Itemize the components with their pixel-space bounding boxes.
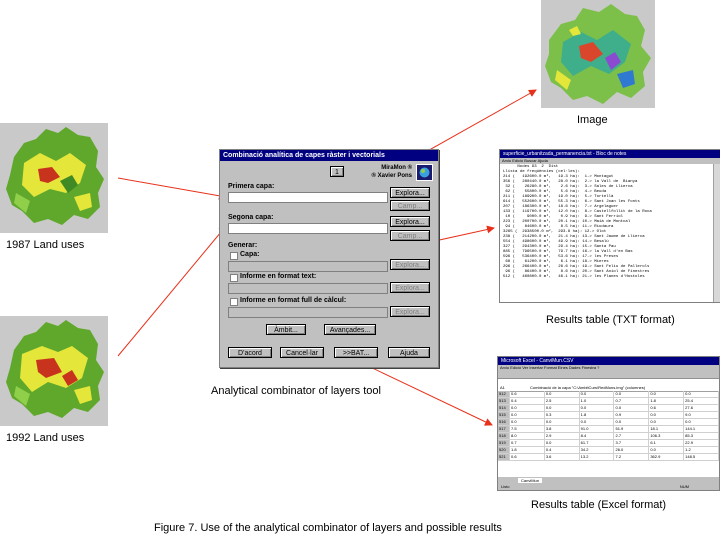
txt-line: 554 ( 498600.0 m², 49.9 ha): 14-> Besalú: [503, 240, 609, 244]
excel-cell[interactable]: 0.0: [510, 405, 545, 411]
excel-row[interactable]: [498, 412, 719, 419]
txt-lines: [503, 175, 717, 280]
second-layer-label: Segona capa:: [228, 214, 274, 221]
excel-cell[interactable]: 2.7: [614, 433, 649, 439]
bat-button[interactable]: >>BAT...: [334, 347, 378, 358]
txt-window-menu[interactable]: Arxiu Edició Buscar Ajuda: [500, 158, 720, 164]
cancel-button[interactable]: Cancel·lar: [280, 347, 324, 358]
arrow-1987-to-first-layer: [118, 178, 226, 197]
text-report-input[interactable]: [228, 283, 388, 294]
first-layer-input[interactable]: [228, 192, 388, 203]
excel-cell[interactable]: 0.0: [649, 391, 684, 397]
excel-cell[interactable]: 0.7: [614, 398, 649, 404]
excel-row[interactable]: [498, 454, 719, 461]
generate-label: Generar:: [228, 242, 258, 249]
excel-cell[interactable]: 144.1: [684, 426, 719, 432]
caption-1992: 1992 Land uses: [6, 432, 85, 444]
excel-cell[interactable]: 0.4: [510, 398, 545, 404]
excel-row[interactable]: [498, 398, 719, 405]
excel-cell[interactable]: 18.1: [649, 426, 684, 432]
advanced-button[interactable]: Avançades...: [324, 324, 376, 335]
txt-line: 10 ( 9000.0 m², 0.9 ha): 9-> Sant Ferriol: [503, 215, 624, 219]
excel-toolbar[interactable]: [498, 371, 719, 379]
first-explore-button[interactable]: Explora...: [390, 187, 430, 198]
second-explore-button[interactable]: Explora...: [390, 216, 430, 227]
txt-window-title: superficie_urbanitzada_permanencia.txt - Bloc de notes: [500, 150, 720, 158]
excel-row[interactable]: [498, 447, 719, 454]
caption-excel: Results table (Excel format): [531, 499, 667, 511]
info-button[interactable]: 1: [330, 166, 344, 177]
excel-row[interactable]: [498, 440, 719, 447]
credit-app: MiraMon ®: [381, 165, 412, 171]
excel-cell[interactable]: 0.0: [649, 447, 684, 453]
txt-line: 296 ( 266400.0 m², 26.6 ha): 19-> Sant Feliu de Pallerols: [503, 265, 650, 269]
excel-cell[interactable]: 3.7: [614, 440, 649, 446]
excel-row-header: 520: [498, 447, 510, 453]
miramon-logo-icon: [416, 164, 433, 181]
dialog-title: Combinació analítica de capes ràster i vectorials: [220, 150, 438, 161]
excel-cell[interactable]: 0.0: [545, 419, 580, 425]
excel-cell[interactable]: 1.8: [649, 398, 684, 404]
excel-formula: Combinació de la capa "C:\AmbitCurs\RedMuns.img" (columnes): [530, 385, 646, 390]
excel-row[interactable]: [498, 426, 719, 433]
txt-content: [500, 164, 720, 281]
excel-cell[interactable]: 148.5: [684, 454, 719, 460]
excel-row-header: 513: [498, 398, 510, 404]
excel-cell[interactable]: 2.5: [545, 398, 580, 404]
excel-cell[interactable]: 25.4: [684, 398, 719, 404]
excel-cell[interactable]: 3.6: [545, 454, 580, 460]
excel-row-header: 512: [498, 391, 510, 397]
second-field-button[interactable]: Camp...: [390, 230, 430, 241]
excel-cell[interactable]: 0.0: [614, 405, 649, 411]
excel-cell[interactable]: 1.8: [510, 447, 545, 453]
excel-row[interactable]: [498, 391, 719, 398]
txt-line: 238 ( 214200.0 m², 21.4 ha): 13-> Sant Jaume de Llierca: [503, 235, 645, 239]
excel-cell[interactable]: 0.0: [649, 412, 684, 418]
excel-cell[interactable]: 0.6: [510, 391, 545, 397]
excel-cell[interactable]: 0.0: [510, 419, 545, 425]
text-explore-button[interactable]: Explora...: [390, 282, 430, 293]
excel-row-header: 519: [498, 440, 510, 446]
excel-cell[interactable]: 0.3: [545, 412, 580, 418]
txt-results-window: [499, 149, 720, 303]
excel-cell[interactable]: 0.0: [580, 391, 615, 397]
excel-cell-ref: A1: [500, 385, 505, 390]
arrow-1992-to-second-layer: [118, 226, 226, 356]
excel-cell[interactable]: 85.3: [684, 433, 719, 439]
txt-line: 68 ( 61200.0 m², 6.1 ha): 18-> Mieres: [503, 260, 609, 264]
land-use-map-1992: [0, 316, 108, 426]
excel-cell[interactable]: 0.0: [545, 405, 580, 411]
layer-checkbox[interactable]: [230, 252, 238, 260]
excel-cell[interactable]: 0.0: [545, 391, 580, 397]
ok-button[interactable]: D'acord: [228, 347, 272, 358]
excel-cell[interactable]: 1.8: [580, 412, 615, 418]
txt-line: 614 ( 552600.0 m², 55.3 ha): 6-> Sant Joan les Fonts: [503, 200, 640, 204]
txt-line: 223 ( 200700.0 m², 20.1 ha): 10-> Maià de Montcal: [503, 220, 631, 224]
land-use-map-1987: [0, 123, 108, 233]
scope-button[interactable]: Àmbit...: [266, 324, 306, 335]
excel-cell[interactable]: 0.0: [510, 412, 545, 418]
excel-cell[interactable]: 9.0: [684, 412, 719, 418]
txt-line: 3265 ( 2938500.0 m², 293.8 ha): 12-> Olot: [503, 230, 607, 234]
excel-cell[interactable]: 51.9: [614, 426, 649, 432]
excel-cell[interactable]: 0.0: [649, 419, 684, 425]
excel-row-header: 517: [498, 426, 510, 432]
txt-line: 207 ( 186300.0 m², 18.6 ha): 7-> Argelaguer: [503, 205, 619, 209]
excel-cell[interactable]: 7.2: [614, 454, 649, 460]
txt-line: 133 ( 119700.0 m², 12.0 ha): 8-> Castellfollit de la Roca: [503, 210, 652, 214]
excel-cell[interactable]: 0.6: [510, 454, 545, 460]
text-report-label: Informe en format text:: [240, 273, 317, 280]
txt-line: 596 ( 536400.0 m², 53.6 ha): 17-> les Preses: [503, 255, 619, 259]
excel-row-header: 521: [498, 454, 510, 460]
excel-cell[interactable]: 8.4: [580, 433, 615, 439]
first-layer-label: Primera capa:: [228, 183, 275, 190]
txt-header: Nodes 93 2 Dist: [503, 165, 559, 169]
excel-row[interactable]: [498, 405, 719, 412]
excel-cell[interactable]: 362.9: [649, 454, 684, 460]
txt-line: 356 ( 280440.0 m², 28.0 ha): 2-> la Vall de Bianya: [503, 180, 638, 184]
excel-row-header: 514: [498, 405, 510, 411]
excel-cell[interactable]: 8.0: [510, 433, 545, 439]
caption-1987: 1987 Land uses: [6, 239, 85, 251]
excel-cell[interactable]: 2.9: [545, 433, 580, 439]
first-field-button[interactable]: Camp...: [390, 200, 430, 211]
txt-line: 214 ( 192600.0 m², 19.3 ha): 1-> Montagut: [503, 175, 614, 179]
status-left: Listo: [501, 484, 510, 489]
txt-subheader: Llista de freqüències (cel·les):: [503, 170, 580, 174]
second-layer-input[interactable]: [228, 223, 388, 234]
caption-tool: Analytical combinator of layers tool: [211, 385, 381, 397]
excel-grid[interactable]: [498, 391, 719, 477]
excel-cell[interactable]: 0.0: [684, 391, 719, 397]
txt-line: 32 ( 26280.0 m², 2.6 ha): 3-> Sales de Llierca: [503, 185, 633, 189]
caption-txt: Results table (TXT format): [546, 314, 675, 326]
excel-results-window: [497, 356, 720, 491]
excel-cell[interactable]: 6.1: [649, 440, 684, 446]
sheet-report-input[interactable]: [228, 307, 388, 318]
excel-cell[interactable]: 0.7: [510, 440, 545, 446]
status-right: NUM: [679, 484, 689, 489]
excel-row-header: 515: [498, 412, 510, 418]
excel-cell[interactable]: 0.0: [545, 440, 580, 446]
layer-option-label: Capa:: [240, 251, 260, 258]
excel-cell[interactable]: 0.0: [614, 419, 649, 425]
excel-cell[interactable]: 27.6: [684, 405, 719, 411]
txt-line: 885 ( 796500.0 m², 79.7 ha): 16-> la Vall d'en Bas: [503, 250, 633, 254]
excel-cell[interactable]: 61.7: [580, 440, 615, 446]
excel-row[interactable]: [498, 419, 719, 426]
excel-window-menu[interactable]: Arxiu Edició Ver Insertar Format Eines Dades Finestra ?: [498, 365, 719, 371]
sheet-report-checkbox[interactable]: [230, 298, 238, 306]
sheet-explore-button[interactable]: Explora...: [390, 306, 430, 317]
txt-line: 96 ( 86400.0 m², 8.6 ha): 20-> Sant Aniol de Finestres: [503, 270, 650, 274]
figure-caption: Figure 7. Use of the analytical combinator of layers and possible results: [154, 522, 502, 534]
layer-output-input[interactable]: [228, 261, 388, 272]
excel-cell[interactable]: 0.0: [580, 405, 615, 411]
excel-cell[interactable]: 22.9: [684, 440, 719, 446]
excel-cell[interactable]: 7.5: [510, 426, 545, 432]
excel-cell[interactable]: 91.0: [580, 426, 615, 432]
excel-row-header: 516: [498, 419, 510, 425]
excel-cell[interactable]: 26.0: [614, 447, 649, 453]
result-image-map: [541, 0, 655, 108]
sheet-report-label: Informe en format full de càlcul:: [240, 297, 347, 304]
excel-status-bar: [498, 484, 719, 490]
excel-cell[interactable]: 3.8: [545, 426, 580, 432]
excel-cell[interactable]: 0.0: [684, 419, 719, 425]
excel-cell[interactable]: 1.2: [684, 447, 719, 453]
excel-cell[interactable]: 0.0: [580, 419, 615, 425]
layer-explore-button[interactable]: Explora...: [390, 259, 430, 270]
excel-cell[interactable]: 0.4: [545, 447, 580, 453]
sheet-tab[interactable]: CanviMun: [518, 478, 542, 483]
txt-line: 512 ( 460800.0 m², 46.1 ha): 21-> les Planes d'Hostoles: [503, 275, 645, 279]
txt-scrollbar[interactable]: [713, 164, 720, 302]
txt-line: 211 ( 189900.0 m², 19.0 ha): 5-> Tortellà: [503, 195, 614, 199]
excel-cell[interactable]: 106.3: [649, 433, 684, 439]
credit-author: ® Xavier Pons: [371, 173, 412, 179]
excel-sheet-tabs[interactable]: [498, 477, 719, 484]
excel-row-header: 518: [498, 433, 510, 439]
combinator-dialog: [219, 149, 439, 368]
excel-cell[interactable]: 0.9: [614, 412, 649, 418]
excel-cell[interactable]: 34.2: [580, 447, 615, 453]
excel-row[interactable]: [498, 433, 719, 440]
excel-cell[interactable]: 13.2: [580, 454, 615, 460]
excel-window-title: Microsoft Excel - CanviMun.CSV: [498, 357, 719, 365]
excel-cell[interactable]: 0.0: [614, 391, 649, 397]
text-report-checkbox[interactable]: [230, 274, 238, 282]
txt-line: 327 ( 294300.0 m², 29.4 ha): 15-> Santa Pau: [503, 245, 616, 249]
txt-line: 62 ( 55800.0 m², 5.6 ha): 4-> Beuda: [503, 190, 607, 194]
help-button[interactable]: Ajuda: [388, 347, 430, 358]
excel-cell[interactable]: 1.0: [580, 398, 615, 404]
caption-image: Image: [577, 114, 608, 126]
txt-line: 94 ( 84600.0 m², 8.5 ha): 11-> Riudaura: [503, 225, 614, 229]
excel-cell[interactable]: 0.6: [649, 405, 684, 411]
